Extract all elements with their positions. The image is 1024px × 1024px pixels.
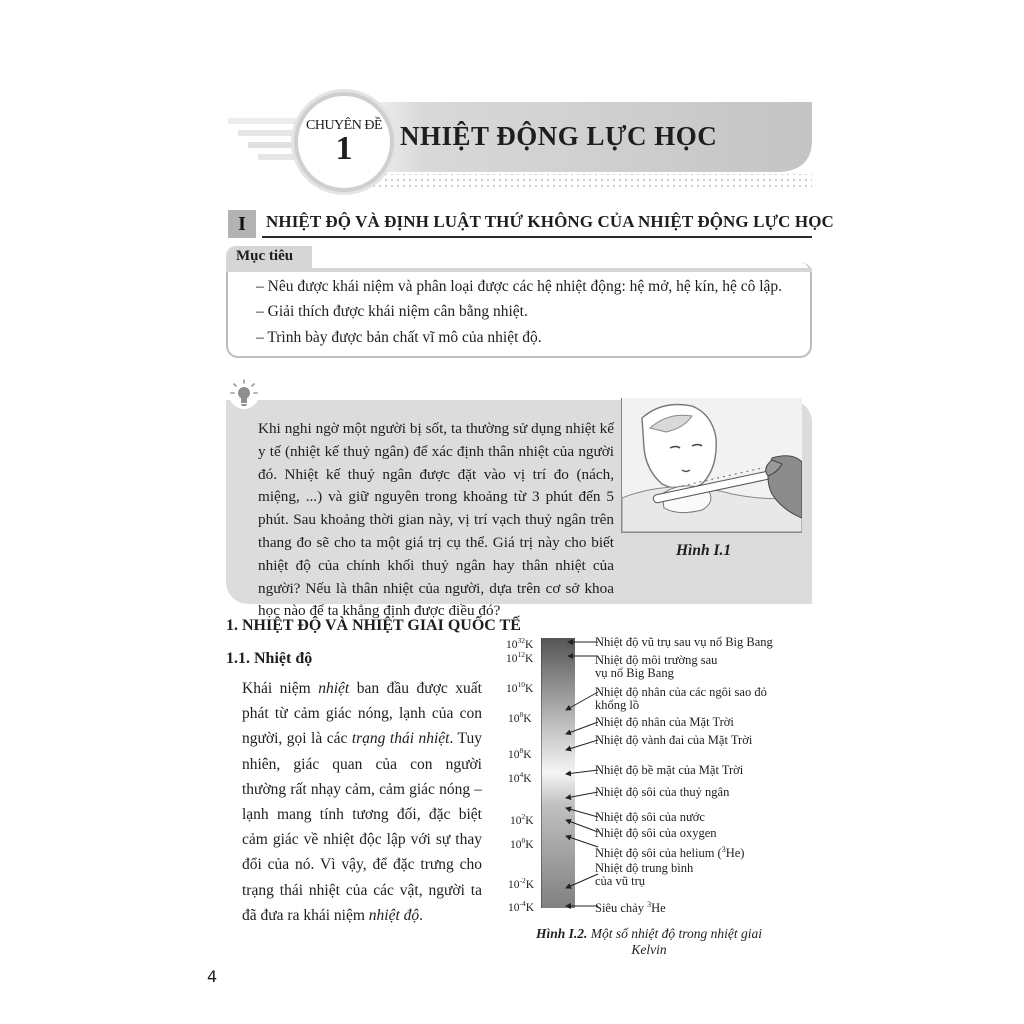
figure-caption <box>518 926 780 958</box>
scale-tick-label: $10^4K$ <box>508 770 532 785</box>
figure-caption-text: Kelvin <box>631 942 667 957</box>
scale-tick-label: $10^8K$ <box>508 746 532 761</box>
section-title-rule <box>262 236 812 238</box>
scale-label: vụ nổ Big Bang <box>595 666 674 680</box>
isotope-superscript: 3 <box>647 900 652 909</box>
chapter-number-badge <box>294 92 394 192</box>
figure-caption-number: Hình I.2. <box>535 926 588 941</box>
scale-label: Nhiệt độ nhân của các ngôi sao đỏ <box>595 685 767 699</box>
scale-label-text: He) <box>725 846 745 861</box>
scale-tick-label: $10^2K$ <box>510 812 534 827</box>
italic-term: nhiệt độ <box>368 906 420 924</box>
scale-label: Nhiệt độ môi trường sau <box>595 653 718 667</box>
objective-item: – Trình bày được bản chất vĩ mô của nhiệt độ. <box>256 329 542 346</box>
scale-label-text: Nhiệt độ sôi của helium ( <box>595 846 722 861</box>
scale-label: khổng lồ <box>595 698 640 712</box>
scale-tick-label: $10^{10}K$ <box>506 680 534 695</box>
scale-label <box>595 843 744 860</box>
objectives-tab <box>226 246 312 270</box>
scale-label: Nhiệt độ sôi của thuỷ ngân <box>595 785 730 799</box>
sick-child-thermometer-image <box>621 398 802 533</box>
subsection-title: 1. NHIỆT ĐỘ VÀ NHIỆT GIAI QUỐC TẾ <box>226 617 521 634</box>
intro-question-text: Khi nghi ngờ một người bị sốt, ta thường sử dụng nhiệt kế y tế (nhiệt kế thuỷ ngân) để xác định thân nhiệt của người đó. Nhiệt kế thuỷ ngân được đặt vào vị trí đo (nách, miệng, ...) và giữ nguyên trong khoảng từ 3 phút đến 5 phút. Sau khoảng thời gian này, vị trí vạch thuỷ ngân trên thang đo sẽ cho ta một giá trị cụ thể. Giá trị này cho biết nhiệt độ của chính khối thuỷ ngân hay thân nhiệt của người? Nếu là thân nhiệt của người, dựa trên cơ sở khoa học nào để ta khẳng định được điều đó? <box>258 420 614 620</box>
isotope-superscript: 3 <box>721 845 726 854</box>
chapter-title: NHIỆT ĐỘNG LỰC HỌC <box>400 121 718 151</box>
objective-item: – Giải thích được khái niệm cân bằng nhiệt. <box>256 303 528 320</box>
italic-term: trạng thái nhiệt <box>351 730 450 748</box>
scale-label: của vũ trụ <box>595 874 645 888</box>
figure-caption-text: Một số nhiệt độ trong nhiệt giai <box>587 926 763 941</box>
page-number: 4 <box>207 967 218 986</box>
scale-label-text: Siêu chảy <box>595 901 648 916</box>
chapter-number: 1 <box>335 130 353 167</box>
scale-label: Nhiệt độ vành đai của Mặt Trời <box>595 733 753 747</box>
objectives-label: Mục tiêu <box>236 248 294 264</box>
scale-tick-label: $10^{-2}K$ <box>508 876 535 891</box>
scale-label: Nhiệt độ vũ trụ sau vụ nổ Big Bang <box>595 635 773 649</box>
scale-tick-label: $10^0K$ <box>510 836 534 851</box>
scale-label: Nhiệt độ sôi của oxygen <box>595 826 717 840</box>
objectives-header-bar <box>226 268 812 272</box>
section-badge: I <box>228 210 256 238</box>
scale-label: Nhiệt độ bề mặt của Mặt Trời <box>595 763 744 777</box>
scale-tick-label: $10^8K$ <box>508 710 532 725</box>
paragraph-text: ban đầu được xuất phát từ cảm giác nóng, lạnh của con người, gọi là các <box>242 680 482 748</box>
chapter-label: CHUYÊN ĐỀ <box>306 118 382 133</box>
scale-label: Nhiệt độ nhân của Mặt Trời <box>595 715 734 729</box>
scale-label: Nhiệt độ trung bình <box>595 861 694 875</box>
paragraph-text: Khái niệm <box>242 680 319 697</box>
scale-label: Nhiệt độ sôi của nước <box>595 810 705 824</box>
subsubsection-title: 1.1. Nhiệt độ <box>226 650 313 667</box>
lightbulb-icon <box>228 378 260 410</box>
scale-tick-label: $10^{12}K$ <box>506 650 534 665</box>
scale-label-text: He <box>651 901 666 916</box>
italic-term: nhiệt <box>318 680 350 697</box>
figure-caption: Hình I.1 <box>676 542 732 559</box>
section-title: NHIỆT ĐỘ VÀ ĐỊNH LUẬT THỨ KHÔNG CỦA NHIỆT ĐỘNG LỰC HỌC <box>266 212 834 231</box>
paragraph-text: . <box>419 906 424 924</box>
scale-label <box>595 898 666 915</box>
objective-item: – Nêu được khái niệm và phân loại được các hệ nhiệt động: hệ mở, hệ kín, hệ cô lập. <box>256 278 783 295</box>
scale-tick-label: $10^{-4}K$ <box>508 899 535 914</box>
paragraph-text: . Tuy nhiên, giác quan của con người thường rất nhạy cảm, cảm giác nóng – lạnh mang tính tương đối, đặc biệt cảm giác về nhiệt độc lập với sự thay đổi của nó. Vì vậy, để đặc trưng cho trạng thái nhiệt của các vật, người ta đã đưa ra khái niệm <box>242 730 482 924</box>
scale-tick-label: $10^{32}K$ <box>506 636 534 651</box>
body-paragraph <box>242 676 482 928</box>
